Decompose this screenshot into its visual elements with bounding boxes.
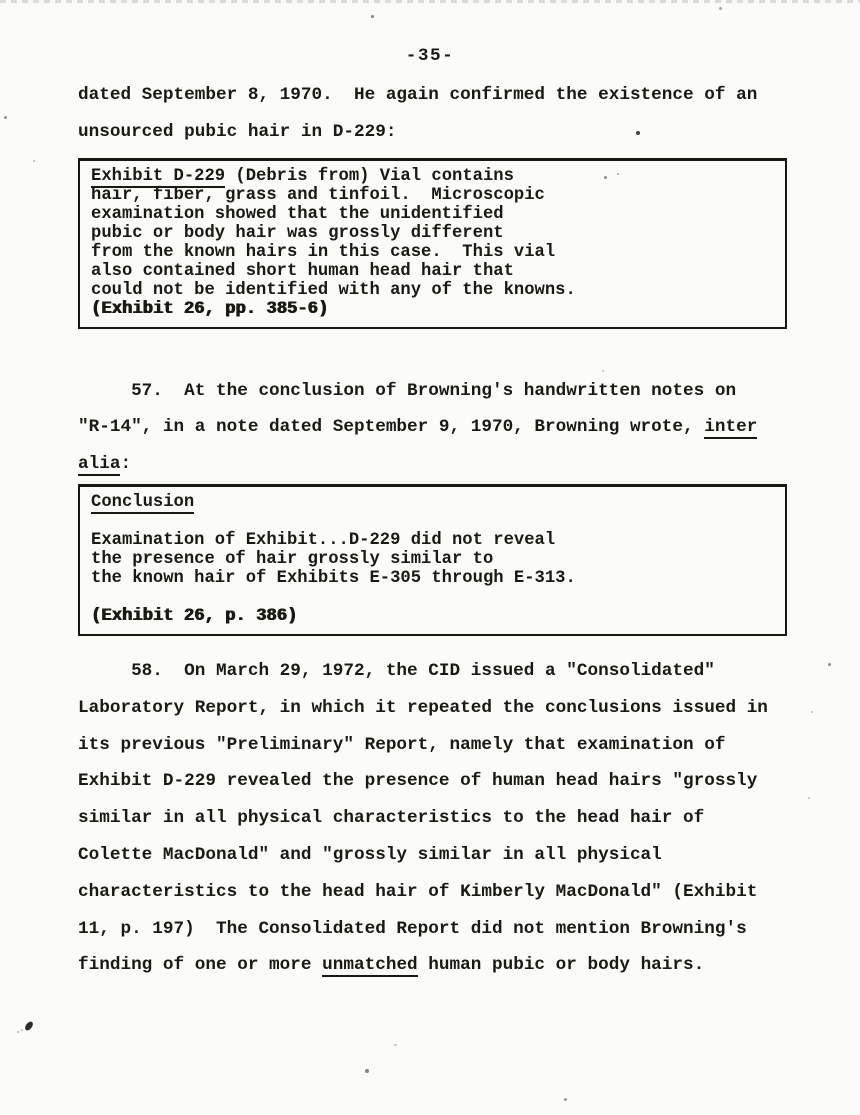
text-segment: (Exhibit 26, pp. 385-6) [91, 299, 329, 319]
text-line [91, 512, 777, 531]
text-segment: Colette MacDonald" and "grossly similar in all physical [78, 844, 662, 865]
text-line [78, 800, 860, 837]
text-segment: pubic or body hair was grossly different [91, 223, 504, 243]
ink-speck [394, 1044, 397, 1046]
scan-edge-artifact [0, 0, 860, 3]
paragraph-58 [78, 653, 860, 984]
paragraph-57 [78, 373, 860, 483]
text-segment: also contained short human head hair that [91, 261, 514, 281]
text-line [91, 281, 777, 300]
document-body [0, 77, 860, 984]
ink-speck [4, 116, 7, 119]
text-segment: examination showed that the unidentified [91, 204, 504, 224]
ink-speck [33, 160, 35, 162]
ink-speck [604, 176, 607, 179]
text-line [91, 167, 777, 186]
text-line [91, 224, 777, 243]
ink-speck [617, 173, 619, 175]
text-line [78, 727, 860, 764]
ink-speck [21, 1029, 23, 1031]
text-segment: (Exhibit 26, p. 386) [91, 606, 298, 626]
text-segment: could not be identified with any of the knowns. [91, 280, 576, 300]
text-segment: unsourced pubic hair in D-229: [78, 121, 397, 142]
text-segment: from the known hairs in this case. This vial [91, 242, 556, 262]
text-segment: Laboratory Report, in which it repeated the conclusions issued in [78, 697, 768, 718]
text-segment: inter [704, 417, 758, 438]
text-line [78, 911, 860, 948]
text-segment: 11, p. 197) The Consolidated Report did not mention Browning's [78, 918, 747, 939]
ink-speck [719, 7, 722, 10]
text-segment: the known hair of Exhibits E-305 through E-313. [91, 568, 576, 588]
page-number: -35- [405, 46, 455, 66]
text-segment: Exhibit D-229 revealed the presence of human head hairs "grossly [78, 771, 758, 792]
conclusion-quote-box [78, 484, 787, 636]
ink-speck [371, 15, 374, 18]
text-line [91, 205, 777, 224]
text-line [91, 569, 777, 588]
text-segment: its previous "Preliminary" Report, namely that examination of [78, 734, 726, 755]
text-segment: the presence of hair grossly similar to [91, 549, 494, 569]
text-segment: 57. At the conclusion of Browning's handwritten notes on [78, 380, 737, 401]
text-line [78, 874, 860, 911]
text-segment: similar in all physical characteristics to the head hair of [78, 808, 705, 829]
ink-speck [602, 370, 604, 372]
text-line [78, 690, 860, 727]
text-segment: Conclusion [91, 492, 195, 512]
ink-speck [828, 663, 831, 666]
ink-speck [564, 1098, 567, 1101]
text-segment: dated September 8, 1970. He again confirmed the existence of an [78, 85, 758, 105]
text-segment: finding of one or more [78, 955, 323, 976]
text-line [78, 837, 860, 874]
text-segment: Examination of Exhibit...D-229 did not reveal [91, 530, 556, 550]
text-line [91, 300, 777, 319]
ink-speck [811, 711, 813, 713]
text-segment: Exhibit D-229 [91, 166, 226, 186]
text-line [91, 531, 777, 550]
text-line [91, 262, 777, 281]
text-line [78, 77, 860, 114]
ink-speck [636, 131, 640, 135]
text-segment: 58. On March 29, 1972, the CID issued a "Consolidated" [78, 660, 715, 681]
text-line [91, 550, 777, 569]
ink-speck [365, 1069, 369, 1073]
text-segment: hair, fiber, grass and tinfoil. Microscopic [91, 185, 545, 205]
text-line [78, 446, 860, 483]
text-line [91, 186, 777, 205]
intro-paragraph [78, 77, 860, 151]
text-line [78, 409, 860, 446]
text-line [91, 243, 777, 262]
text-segment: unmatched [322, 955, 418, 976]
text-line [91, 607, 777, 626]
exhibit-d229-quote-box [78, 158, 787, 329]
text-line [91, 588, 777, 607]
ink-speck [808, 797, 810, 799]
text-line [78, 114, 860, 151]
text-line [91, 493, 777, 512]
text-segment: : [120, 454, 132, 475]
text-line [78, 947, 860, 984]
ink-speck [17, 1031, 19, 1033]
text-line [78, 373, 860, 410]
text-segment: "R-14", in a note dated September 9, 1970, Browning wrote, [78, 417, 705, 438]
text-segment: characteristics to the head hair of Kimberly MacDonald" (Exhibit [78, 881, 758, 902]
text-line [78, 653, 860, 690]
text-segment: (Debris from) Vial contains [225, 166, 514, 186]
ink-speck [24, 1020, 35, 1032]
text-line [78, 763, 860, 800]
text-segment: human pubic or body hairs. [417, 955, 705, 976]
text-segment: alia [78, 454, 121, 475]
